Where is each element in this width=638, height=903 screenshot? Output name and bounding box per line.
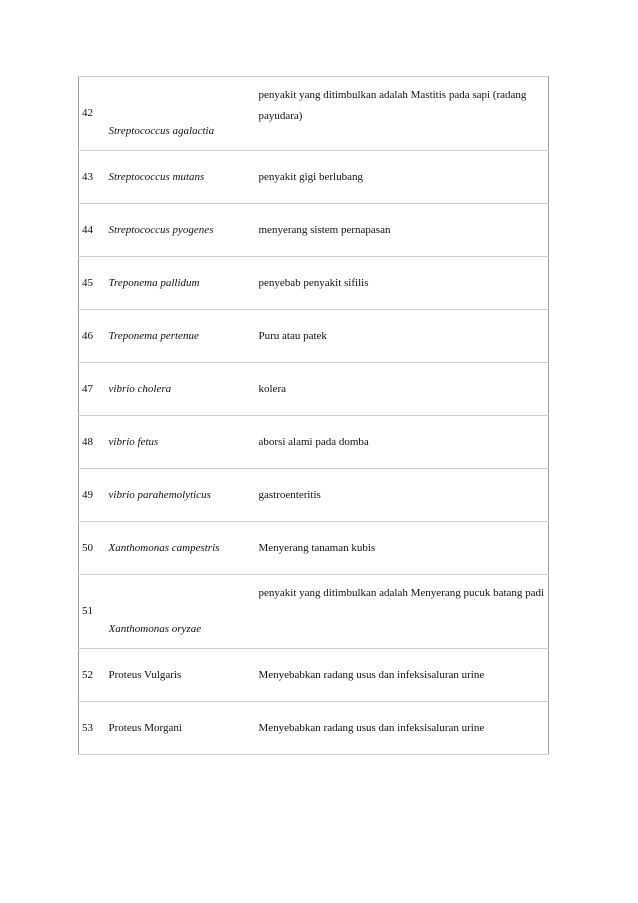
disease-description: penyakit gigi berlubang: [256, 151, 549, 204]
row-number: 46: [79, 310, 105, 363]
table-row: [79, 204, 549, 257]
row-number: 50: [79, 522, 105, 575]
bacteria-name: Treponema pallidum: [105, 257, 256, 310]
table-row: [79, 363, 549, 416]
disease-description: Menyebabkan radang usus dan infeksisaluran urine: [256, 649, 549, 702]
table-row: [79, 649, 549, 702]
bacteria-name: Streptococcus agalactia: [105, 77, 256, 151]
row-number: 43: [79, 151, 105, 204]
disease-description: Menyebabkan radang usus dan infeksisaluran urine: [256, 702, 549, 755]
row-number: 49: [79, 469, 105, 522]
row-number: 47: [79, 363, 105, 416]
row-number: 51: [79, 575, 105, 649]
disease-description: kolera: [256, 363, 549, 416]
bacteria-name: Xanthomonas campestris: [105, 522, 256, 575]
bacteria-name: vibrio parahemolyticus: [105, 469, 256, 522]
bacteria-name: vibrio fetus: [105, 416, 256, 469]
bacteria-name: Xanthomonas oryzae: [105, 575, 256, 649]
bacteria-name: Proteus Morgani: [105, 702, 256, 755]
disease-description: penyakit yang ditimbulkan adalah Mastitis pada sapi (radang payudara): [256, 77, 549, 151]
table-row: [79, 77, 549, 151]
row-number: 42: [79, 77, 105, 151]
table-row: [79, 310, 549, 363]
disease-description: Puru atau patek: [256, 310, 549, 363]
disease-description: penyebab penyakit sifilis: [256, 257, 549, 310]
row-number: 52: [79, 649, 105, 702]
table-row: [79, 575, 549, 649]
bacteria-name: vibrio cholera: [105, 363, 256, 416]
row-number: 44: [79, 204, 105, 257]
table-row: [79, 416, 549, 469]
bacteria-name: Streptococcus mutans: [105, 151, 256, 204]
table-row: [79, 702, 549, 755]
disease-description: aborsi alami pada domba: [256, 416, 549, 469]
row-number: 48: [79, 416, 105, 469]
bacteria-table-body: [79, 77, 549, 755]
disease-description: gastroenteritis: [256, 469, 549, 522]
table-row: [79, 522, 549, 575]
table-row: [79, 257, 549, 310]
bacteria-name: Streptococcus pyogenes: [105, 204, 256, 257]
bacteria-name: Proteus Vulgaris: [105, 649, 256, 702]
disease-description: menyerang sistem pernapasan: [256, 204, 549, 257]
disease-description: Menyerang tanaman kubis: [256, 522, 549, 575]
bacteria-name: Treponema pertenue: [105, 310, 256, 363]
row-number: 45: [79, 257, 105, 310]
table-row: [79, 469, 549, 522]
bacteria-table: [78, 76, 549, 755]
disease-description: penyakit yang ditimbulkan adalah Menyerang pucuk batang padi: [256, 575, 549, 649]
table-row: [79, 151, 549, 204]
row-number: 53: [79, 702, 105, 755]
